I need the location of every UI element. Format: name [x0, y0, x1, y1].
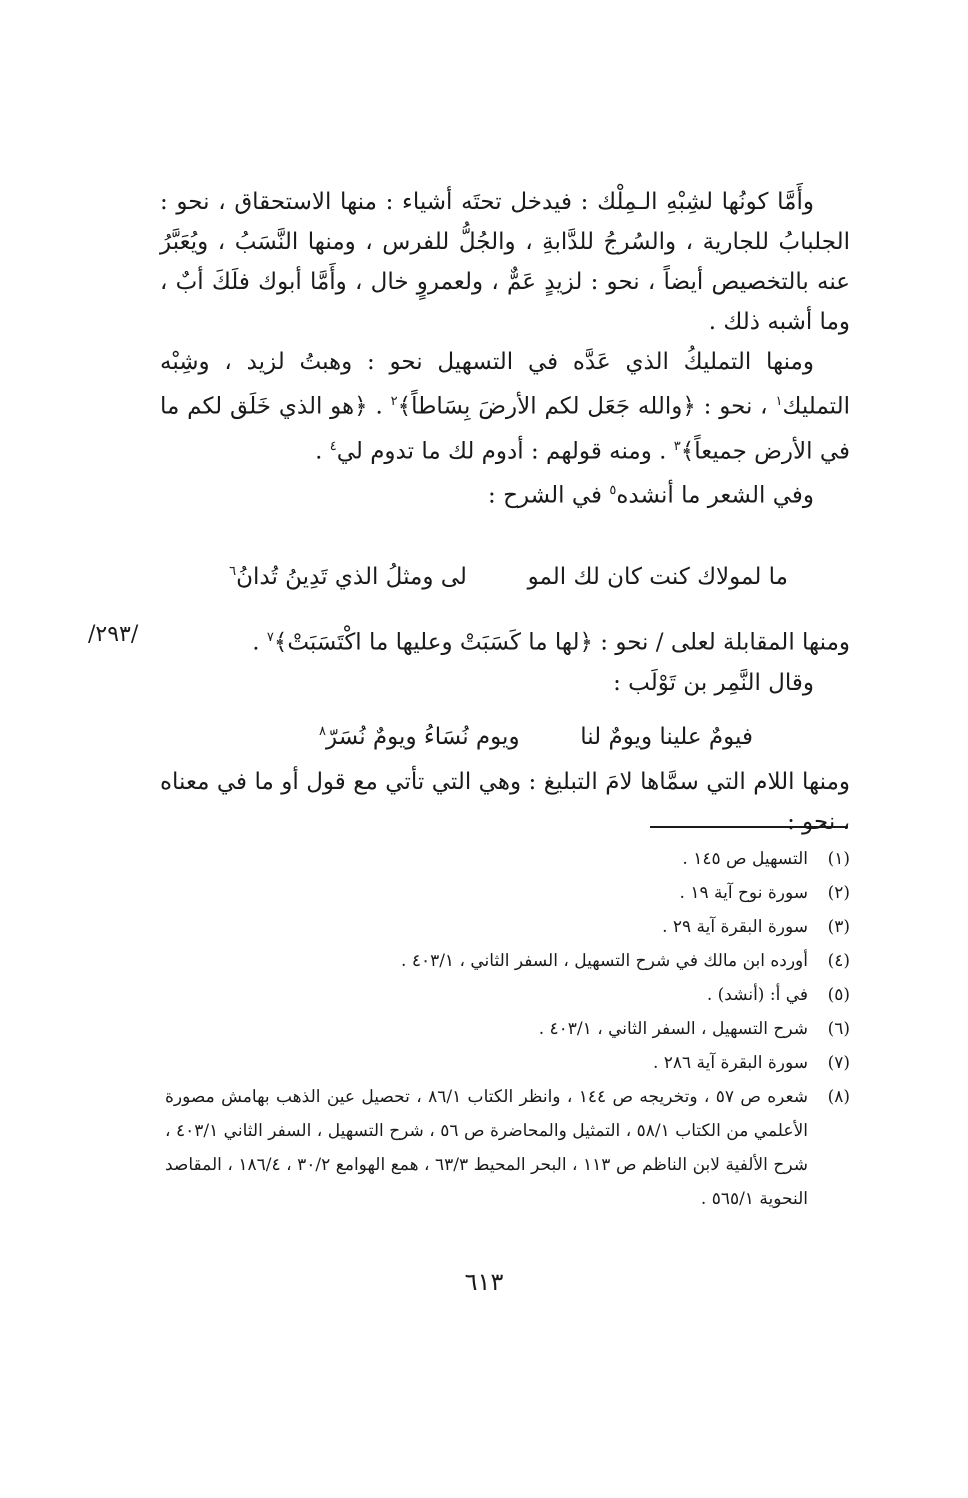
footnote-marker: ٤: [329, 438, 337, 454]
paragraph-tabligh: ومنها اللام التي سمَّاها لامَ التبليغ : وهي التي تأتي مع قول أو ما في معناه ، نحو :: [160, 769, 850, 835]
footnote-marker: ٨: [319, 724, 327, 739]
footnote-text: التسهيل ص ١٤٥ .: [682, 849, 808, 869]
footnote-text: شرح التسهيل ، السفر الثاني ، ٤٠٣/١ .: [538, 1019, 808, 1039]
paragraph-namir: وقال النَّمِر بن تَوْلَب :: [613, 669, 814, 696]
footnote-text: سورة البقرة آية ٢٨٦ .: [652, 1053, 808, 1073]
main-text-middle: [160, 618, 850, 703]
paragraph-tamlik: [160, 342, 850, 471]
footnote-number: (١): [827, 849, 850, 869]
text-segment: . ﴿هو الذي خَلَق لكم ما في الأرض جميعاً﴾: [160, 393, 850, 465]
footnote-item: [165, 1080, 850, 1216]
text-segment: ومنها التمليكُ الذي عَدَّه في التسهيل نحو : وهبتُ لزيد ، وشِبْه التمليك: [160, 349, 851, 420]
footnote-item: [165, 944, 850, 978]
footnotes: [165, 842, 850, 1216]
text-segment: .: [252, 629, 267, 656]
footnote-text: سورة البقرة آية ٢٩ .: [662, 917, 808, 937]
footnote-marker: ٧: [266, 630, 274, 645]
verse-line-1: [229, 552, 788, 597]
verse-hemistich-right: ما لمولاك كنت كان لك المو: [527, 563, 788, 590]
footnote-number: (٦): [827, 1019, 850, 1039]
paragraph-muqabala: [160, 618, 850, 663]
text-segment: .: [315, 438, 330, 465]
footnote-item: [165, 978, 850, 1012]
text-segment: ومنها المقابلة لعلى / نحو : ﴿لها ما كَسَبَتْ وعليها ما اكْتَسَبَتْ﴾: [273, 629, 850, 656]
footnote-marker: ٢: [390, 394, 398, 409]
footnote-text: شعره ص ٥٧ ، وتخريجه ص ١٤٤ ، وانظر الكتاب ٨٦/١ ، تحصيل عين الذهب بهامش مصورة الأعلمي من الكتاب ٥٨/١ ، التمثيل والمحاضرة ص ٥٦ ، شرح التسهيل ، السفر الثاني ٤٠٣/١ ، شرح الألفية لابن الناظم ص ١١٣ ، البحر المحيط ٦٣/٣ ، همع الهوامع ٣٠/٢ ، ١٨٦/٤ ، المقاصد النحوية ٥٦٥/١ .: [165, 1087, 809, 1209]
footnote-item: [165, 842, 850, 876]
main-text-lower: [160, 762, 850, 842]
footnote-item: [165, 1046, 850, 1080]
footnote-item: [165, 1012, 850, 1046]
paragraph-poetry-intro: [160, 471, 850, 516]
footnote-number: (٤): [827, 951, 850, 971]
paragraph-milk: وأَمَّا كونُها لشِبْهِ الـمِلْك : فيدخل تحتَه أشياء : منها الاستحقاق ، نحو : الجلبابُ للجارية ، والسُرجُ للدَّابةِ ، والجُلُّ للفرس ، ومنها النَّسَبُ ، ويُعَبَّرُ عنه بالتخصيص أيضاً ، نحو : لزيدٍ عَمٌّ ، ولعمروٍ خال ، وأَمَّا أبوك فلَكَ أبٌ ، وما أشبه ذلك .: [160, 189, 850, 335]
page-number: ٦١٣: [464, 1268, 504, 1296]
text-segment: . ومنه قولهم : أدوم لك ما تدوم لي: [336, 438, 674, 465]
footnote-marker: ٦: [229, 564, 237, 579]
footnote-number: (٢): [827, 883, 850, 903]
footnote-number: (٧): [827, 1053, 850, 1073]
footnote-text: في أ: (أنشد) .: [706, 985, 808, 1005]
footnote-item: [165, 910, 850, 944]
footnote-item: [165, 876, 850, 910]
footnote-number: (٣): [827, 917, 850, 937]
verse-hemistich-left: ويوم نُسَاءُ ويومٌ نُسَرّ: [326, 723, 520, 750]
footnote-text: أورده ابن مالك في شرح التسهيل ، السفر الثاني ، ٤٠٣/١ .: [401, 951, 808, 971]
manuscript-folio-ref: /٢٩٣/: [88, 622, 139, 647]
text-segment: وفي الشعر ما أنشده: [616, 482, 814, 509]
verse-hemistich-right: فيومٌ علينا ويومٌ لنا: [580, 723, 753, 750]
verse-hemistich-left: لى ومثلُ الذي تَدِينُ تُدانُ: [236, 563, 467, 590]
footnote-separator: [650, 826, 848, 828]
text-segment: في الشرح :: [488, 482, 610, 509]
footnote-marker: ٥: [609, 483, 617, 499]
footnote-number: (٥): [827, 985, 850, 1005]
footnote-marker: ١: [775, 394, 783, 409]
footnote-text: سورة نوح آية ١٩ .: [679, 883, 808, 903]
footnote-number: (٨): [827, 1087, 850, 1107]
text-segment: ، نحو : ﴿والله جَعَل لكم الأرضَ بِسَاطاً﴾: [397, 393, 776, 420]
footnote-marker: ٣: [673, 438, 681, 454]
main-text-upper: [160, 182, 850, 516]
verse-line-2: [319, 712, 753, 757]
